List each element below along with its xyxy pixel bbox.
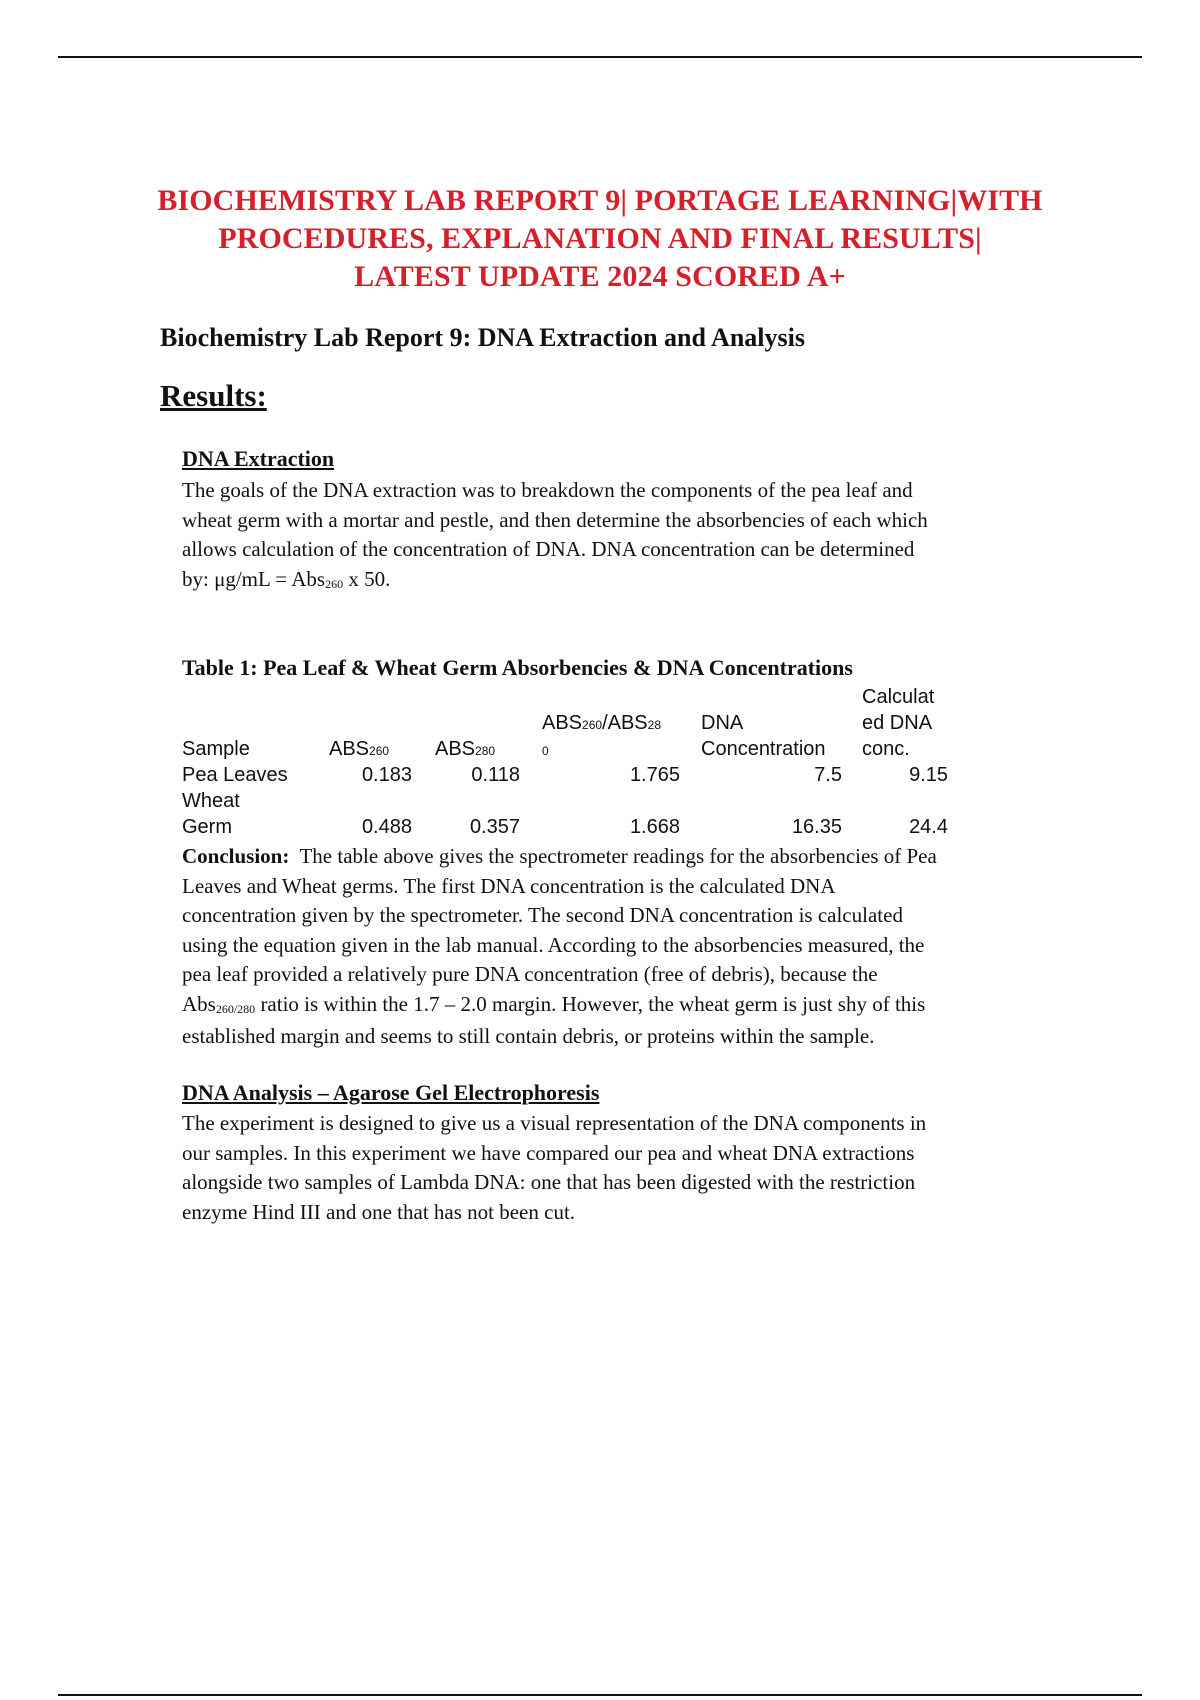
cell-abs260: 0.183 bbox=[361, 764, 412, 786]
cell-dna-conc: 7.5 bbox=[814, 764, 842, 786]
cell-ratio: 1.765 bbox=[629, 764, 680, 786]
paragraph-line: our samples. In this experiment we have compared our pea and wheat DNA extractions bbox=[182, 1140, 915, 1165]
cell-sample-wrap: Germ bbox=[182, 816, 232, 838]
cell-abs260: 0.488 bbox=[361, 816, 412, 838]
top-rule bbox=[58, 56, 1142, 58]
header-dna-conc-2: Concentration bbox=[701, 738, 826, 760]
cell-sample: Pea Leaves bbox=[182, 764, 288, 786]
header-abs260: ABS260 bbox=[329, 738, 390, 760]
paragraph-line: The goals of the DNA extraction was to breakdown the components of the pea leaf and bbox=[182, 478, 913, 502]
header-calc-conc-3: conc. bbox=[862, 738, 910, 760]
header-ratio: ABS260/ABS28 bbox=[542, 712, 661, 734]
paragraph-line: pea leaf provided a relatively pure DNA concentration (free of debris), because the bbox=[182, 962, 878, 986]
formula-line: by: μg/mL = Abs$_{260}$ x 50. bbox=[182, 566, 391, 591]
paragraph-line: alongside two samples of Lambda DNA: one that has been digested with the restriction bbox=[182, 1170, 916, 1194]
cell-abs280: 0.357 bbox=[469, 816, 520, 838]
ratio-line: Abs$_{260/280}$ ratio is within the 1.7 – 2.0 margin. However, the wheat germ is just shy of this bbox=[182, 991, 926, 1016]
dna-analysis-heading: DNA Analysis – Agarose Gel Electrophoresis bbox=[182, 1080, 600, 1105]
header-abs280: ABS280 bbox=[435, 738, 496, 760]
cell-dna-conc: 16.35 bbox=[791, 816, 842, 838]
bottom-rule bbox=[58, 1694, 1142, 1696]
header-calc-conc-2: ed DNA bbox=[862, 712, 933, 734]
title-line: LATEST UPDATE 2024 SCORED A+ bbox=[354, 260, 846, 293]
cell-abs280: 0.118 bbox=[471, 764, 520, 786]
document-title bbox=[60, 182, 1140, 296]
header-ratio-wrap: 0 bbox=[542, 744, 549, 758]
header-sample: Sample bbox=[182, 738, 250, 760]
dna-analysis-paragraph bbox=[182, 1109, 1062, 1227]
report-subtitle: Biochemistry Lab Report 9: DNA Extraction and Analysis bbox=[160, 323, 805, 352]
title-line: BIOCHEMISTRY LAB REPORT 9| PORTAGE LEARNING|WITH bbox=[157, 184, 1043, 217]
paragraph-line: wheat germ with a mortar and pestle, and then determine the absorbencies of each which bbox=[182, 507, 928, 532]
paragraph-line: established margin and seems to still contain debris, or proteins within the sample. bbox=[182, 1024, 875, 1048]
table-caption: Table 1: Pea Leaf & Wheat Germ Absorbencies & DNA Concentrations bbox=[182, 655, 853, 680]
header-dna-conc: DNA bbox=[701, 712, 744, 734]
header-calc-conc: Calculat bbox=[862, 686, 935, 708]
paragraph-line: concentration given by the spectrometer. The second DNA concentration is calculated bbox=[182, 903, 903, 927]
title-line: PROCEDURES, EXPLANATION AND FINAL RESULTS| bbox=[218, 222, 982, 255]
cell-calc-conc: 24.4 bbox=[909, 816, 948, 838]
dna-extraction-heading: DNA Extraction bbox=[182, 446, 335, 471]
paragraph-line: The experiment is designed to give us a visual representation of the DNA components in bbox=[182, 1111, 927, 1135]
conclusion-first-line: Conclusion: The table above gives the spectrometer readings for the absorbencies of Pea bbox=[182, 844, 937, 868]
dna-extraction-paragraph bbox=[182, 476, 1062, 597]
paragraph-line: enzyme Hind III and one that has not been cut. bbox=[182, 1199, 576, 1224]
cell-sample: Wheat bbox=[182, 790, 240, 812]
cell-ratio: 1.668 bbox=[629, 816, 680, 838]
paragraph-line: allows calculation of the concentration of DNA. DNA concentration can be determined bbox=[182, 537, 915, 561]
cell-calc-conc: 9.15 bbox=[909, 764, 948, 786]
conclusion-paragraph bbox=[182, 842, 1062, 1052]
paragraph-line: using the equation given in the lab manual. According to the absorbencies measured, the bbox=[182, 932, 925, 957]
results-heading: Results: bbox=[160, 378, 267, 413]
paragraph-line: Leaves and Wheat germs. The first DNA concentration is the calculated DNA bbox=[182, 873, 836, 898]
conclusion-label: Conclusion: bbox=[182, 844, 290, 868]
